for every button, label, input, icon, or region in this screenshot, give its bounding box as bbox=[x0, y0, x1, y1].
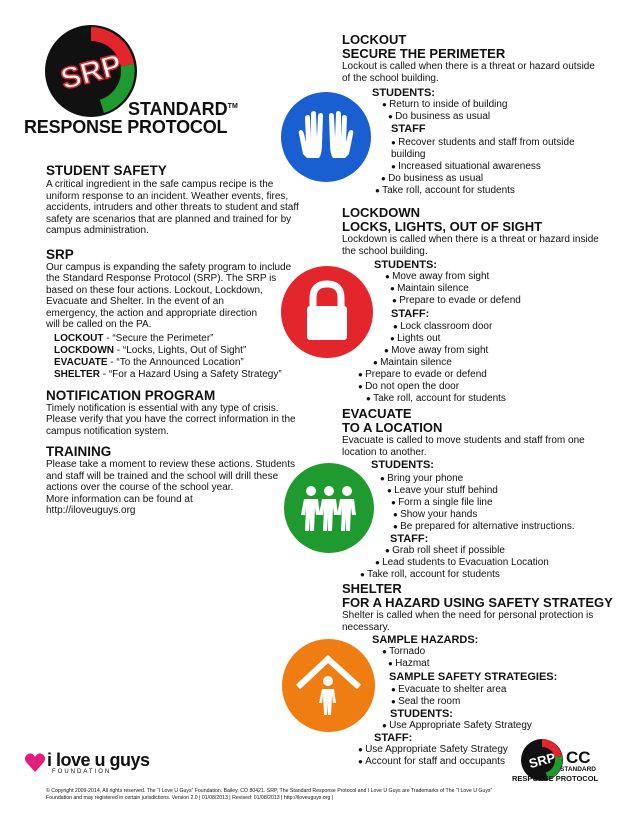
hands-icon bbox=[281, 92, 371, 182]
copyright-line2: Foundation and may registered in certain jurisdictions. Version 2.0 | 01/08/2013 | Revised: 01/08/2013 | http://iloveuguys.org | bbox=[46, 795, 334, 801]
lockdown-students-label: STUDENTS: bbox=[374, 259, 437, 271]
shelter-staff-label: STAFF: bbox=[374, 732, 413, 744]
evacuate-section: EVACUATE TO A LOCATION Evacuate is called to move students and staff from one location to another. bbox=[342, 407, 627, 458]
lockdown-heading: LOCKDOWN bbox=[342, 205, 420, 220]
notification-text: Timely notification is essential with any type of crisis. Please verify that you have the correct information in the campus notification system. bbox=[46, 402, 296, 437]
srp-action-lockdown: LOCKDOWN - “Locks, Lights, Out of Sight” bbox=[54, 344, 247, 356]
notification-heading: NOTIFICATION PROGRAM bbox=[46, 387, 216, 403]
lockdown-subheading: LOCKS, LIGHTS, OUT OF SIGHT bbox=[342, 219, 543, 234]
cc-text: CC bbox=[566, 748, 591, 767]
left-column bbox=[46, 164, 316, 517]
shelter-subheading: FOR A HAZARD USING SAFETY STRATEGY bbox=[342, 595, 613, 610]
srp-actions-list bbox=[54, 333, 316, 381]
evacuate-heading: EVACUATE bbox=[342, 406, 412, 421]
srp-action-shelter: SHELTER - “For a Hazard Using a Safety Strategy” bbox=[54, 368, 282, 380]
srp-action-evacuate: EVACUATE - “To the Announced Location” bbox=[54, 356, 244, 368]
foundation-logo bbox=[24, 750, 164, 782]
cc-sub-line2: RESPONSE PROTOCOL bbox=[512, 774, 599, 783]
lockout-students-label: STUDENTS: bbox=[372, 87, 435, 99]
student-safety-heading: STUDENT SAFETY bbox=[46, 163, 167, 178]
cc-sub-line1: STANDARD bbox=[560, 766, 596, 773]
people-icon bbox=[284, 463, 374, 553]
srp-action-lockout: LOCKOUT - “Secure the Perimeter” bbox=[54, 332, 214, 344]
copyright-line1: © Copyright 2009-2014, All rights reserved. The “I Love U Guys” Foundation. Bailey, CO 80421. SRP, The Standard Response Protocol and I Love U Guys are Trademarks of The “I Love U Guys” bbox=[46, 788, 493, 794]
shelter-heading: SHELTER bbox=[342, 581, 402, 596]
srp-logo-text: SRP bbox=[57, 48, 126, 97]
srp-logo bbox=[44, 24, 138, 118]
shelter-icon bbox=[282, 639, 375, 732]
training-link[interactable]: http://iloveuguys.org bbox=[46, 505, 136, 516]
shelter-strategies-label: SAMPLE SAFETY STRATEGIES: bbox=[389, 671, 558, 683]
heart-icon bbox=[24, 752, 46, 774]
srp-heading: SRP bbox=[46, 246, 74, 262]
lockout-heading: LOCKOUT bbox=[342, 32, 407, 47]
srp-text: Our campus is expanding the safety program to include the Standard Response Protocol (SRP). The SRP is based on these four actions. Lockout, Lockdown, Evacuate and Shelter. In the event of an emergency, the action and appropriate direction will be called on the PA. bbox=[46, 261, 292, 330]
evacuate-circle bbox=[284, 463, 374, 553]
svg-text:SRP: SRP bbox=[527, 749, 557, 772]
training-heading: TRAINING bbox=[46, 444, 112, 459]
foundation-logo-sub: FOUNDATION bbox=[52, 769, 112, 775]
shelter-hazards-label: SAMPLE HAZARDS: bbox=[372, 634, 479, 646]
evacuate-staff-label: STAFF: bbox=[390, 533, 429, 545]
shelter-students-label: STUDENTS: bbox=[390, 708, 453, 720]
lockout-circle bbox=[281, 92, 371, 182]
foundation-logo-text: i love u guys bbox=[47, 750, 150, 770]
lockout-subheading: SECURE THE PERIMETER bbox=[342, 46, 506, 61]
student-safety-text: A critical ingredient in the safe campus recipe is the uniform response to an incident. Weather events, fires, accidents, intruders and other threats to student and staff safety are scenarios that are planned and trained for by campus administration. bbox=[46, 179, 299, 236]
evacuate-students-label: STUDENTS: bbox=[371, 459, 434, 471]
srp-logo-icon bbox=[44, 24, 138, 118]
shelter-circle bbox=[282, 639, 375, 732]
lockdown-section: LOCKDOWN LOCKS, LIGHTS, OUT OF SIGHT Lockdown is called when there is a threat or hazard inside the school building. bbox=[342, 206, 627, 257]
padlock-icon bbox=[281, 266, 373, 358]
lockdown-circle bbox=[281, 266, 373, 358]
lockout-staff-label: STAFF bbox=[391, 123, 426, 135]
evacuate-subheading: TO A LOCATION bbox=[342, 420, 443, 435]
training-text: Please take a moment to review these actions. Students and staff will be trained and the school will drill these actions over the course of the school year. More information can be found at http://iloveuguys.org bbox=[46, 459, 316, 517]
shelter-section: SHELTER FOR A HAZARD USING SAFETY STRATEGY Shelter is called when the need for personal protection is necessary. bbox=[342, 582, 630, 633]
lockout-section: LOCKOUT SECURE THE PERIMETER Lockout is called when there is a threat or hazard outside of the school building. bbox=[342, 33, 627, 84]
logo-title-line1: STANDARD™ bbox=[128, 99, 238, 119]
logo-title-line2: RESPONSE PROTOCOL bbox=[24, 117, 228, 137]
lockdown-staff-label: STAFF: bbox=[391, 308, 430, 320]
